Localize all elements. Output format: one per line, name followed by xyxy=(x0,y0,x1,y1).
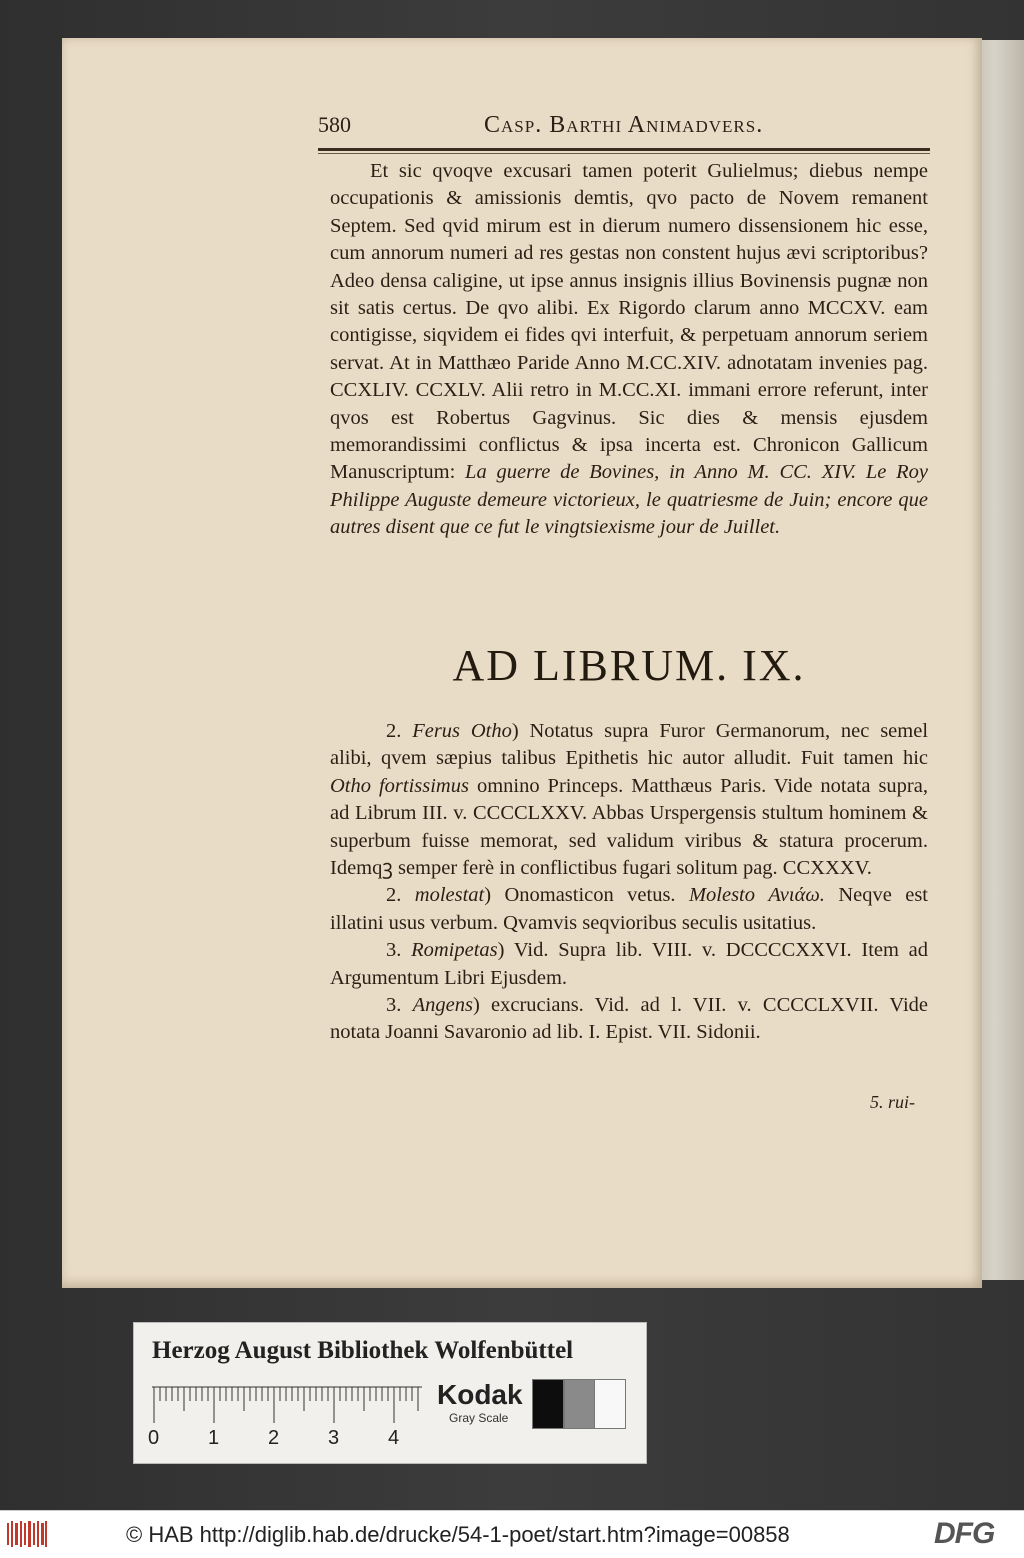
running-head xyxy=(318,112,930,146)
dfg-logo: DFG xyxy=(934,1517,995,1550)
note-lemma: Angens xyxy=(412,994,473,1017)
header-rule-thin xyxy=(318,153,930,154)
ruler-number: 1 xyxy=(208,1427,220,1449)
kodak-logo-text: Kodak xyxy=(437,1379,523,1410)
ruler-number: 4 xyxy=(388,1427,400,1449)
ruler-number: 0 xyxy=(148,1427,160,1449)
color-calibration-card xyxy=(133,1322,647,1464)
next-page-edge xyxy=(975,40,1024,1280)
copyright-url[interactable]: © HAB http://diglib.hab.de/drucke/54-1-poet/start.htm?image=00858 xyxy=(126,1522,790,1547)
note-text: ) excrucians. Vid. ad l. VII. v. CCCCLXVII. Vide notata Joanni Savaronio ad lib. I. Epist. VII. Sidonii. xyxy=(330,994,928,1044)
ruler-number: 2 xyxy=(268,1427,280,1449)
note-item xyxy=(330,718,928,882)
note-text: ) Vid. Supra lib. VIII. v. DCCCCXXVI. Item ad Argumentum Libri Ejusdem. xyxy=(330,939,929,989)
paragraph-italic-quote: La guerre de Bovines, in Anno M. CC. XIV. Le Roy Philippe Auguste demeure victorieux, le quatriesme de Juin; encore que autres disent que ce fut le vingtsiexisme jour de Juillet. xyxy=(330,461,929,539)
note-item xyxy=(330,882,928,937)
paragraph-text: Et sic qvoqve excusari tamen poterit Gulielmus; diebus nempe occupationis & amissionis demtis, qvo pacto de Novem remanent Septem. Sed qvid mirum est in dierum numero dissensionem hic esse, cum annorum numeri ad res gestas non constent hujus ævi scriptoribus? Adeo densa caligine, ut ipse annus insignis illius Bovinensis pugnæ non sit satis certus. De qvo alibi. Ex Rigordo clarum anno MCCXV. eam contigisse, siqvidem ei fides qvi interfuit, & perpetuam annorum seriem servat. At in Matthæo Paride Anno M.CC.XIV. adnotatam invenies pag. CCXLIV. CCXLV. Alii retro in M.CC.XI. immani errore referunt, inter qvos est Robertus Gagvinus. Sic dies & mensis ejusdem memorandissimi conflictus & ipsa incerta est. Chronicon Gallicum Manuscriptum: xyxy=(330,160,928,484)
page-number: 580 xyxy=(318,112,351,137)
note-item xyxy=(330,992,928,1047)
note-lemma: Ferus Otho xyxy=(412,720,512,742)
note-item xyxy=(330,937,928,992)
note-number: 3. xyxy=(386,939,402,962)
gray-scale-label: Gray Scale xyxy=(449,1411,509,1425)
note-text-2: Neqve est illatini usus verbum. Qvamvis seqvioribus seculis usitatius. xyxy=(330,884,928,934)
footer-bar xyxy=(0,1510,1024,1558)
card-title: Herzog August Bibliothek Wolfenbüttel xyxy=(152,1337,574,1364)
paragraph xyxy=(330,158,928,542)
notes-block xyxy=(330,718,928,1047)
running-title: Casp. Barthi Animadvers. xyxy=(484,112,764,138)
gray-patch-white xyxy=(594,1379,626,1429)
note-italic: Otho fortissimus xyxy=(330,774,469,797)
section-heading: AD LIBRUM. IX. xyxy=(452,641,806,690)
gray-patch-mid xyxy=(564,1379,596,1429)
note-text-2: omnino Princeps. Matthæus Paris. Vide notata supra, ad Librum III. v. CCCCLXXV. Abbas Urspergensis stultum hominem & superbum fuisse memorat, sed validum viribus & statura procerum. Idemqꝫ semper ferè in conflictibus fugari solitum pag. CCXXXV. xyxy=(330,774,928,880)
note-text: ) Notatus supra Furor Germanorum, nec semel alibi, qvem sæpius talibus Epithetis hic autor alludit. Fuit tamen hic xyxy=(330,720,929,770)
catchword: 5. rui- xyxy=(870,1092,915,1112)
ruler-scale xyxy=(152,1385,422,1425)
note-text: ) Onomasticon vetus. xyxy=(484,884,689,907)
note-number: 2. xyxy=(386,720,402,742)
text-block-1 xyxy=(330,158,928,542)
ruler-number: 3 xyxy=(328,1427,340,1449)
note-lemma: Romipetas xyxy=(411,939,498,962)
note-lemma: molestat xyxy=(414,884,485,907)
gray-patch-black xyxy=(532,1379,564,1429)
note-number: 2. xyxy=(386,884,402,907)
note-number: 3. xyxy=(386,994,402,1017)
barcode-icon xyxy=(6,1519,48,1549)
note-italic: Molesto Ανιάω. xyxy=(688,884,825,907)
header-rule xyxy=(318,148,930,151)
